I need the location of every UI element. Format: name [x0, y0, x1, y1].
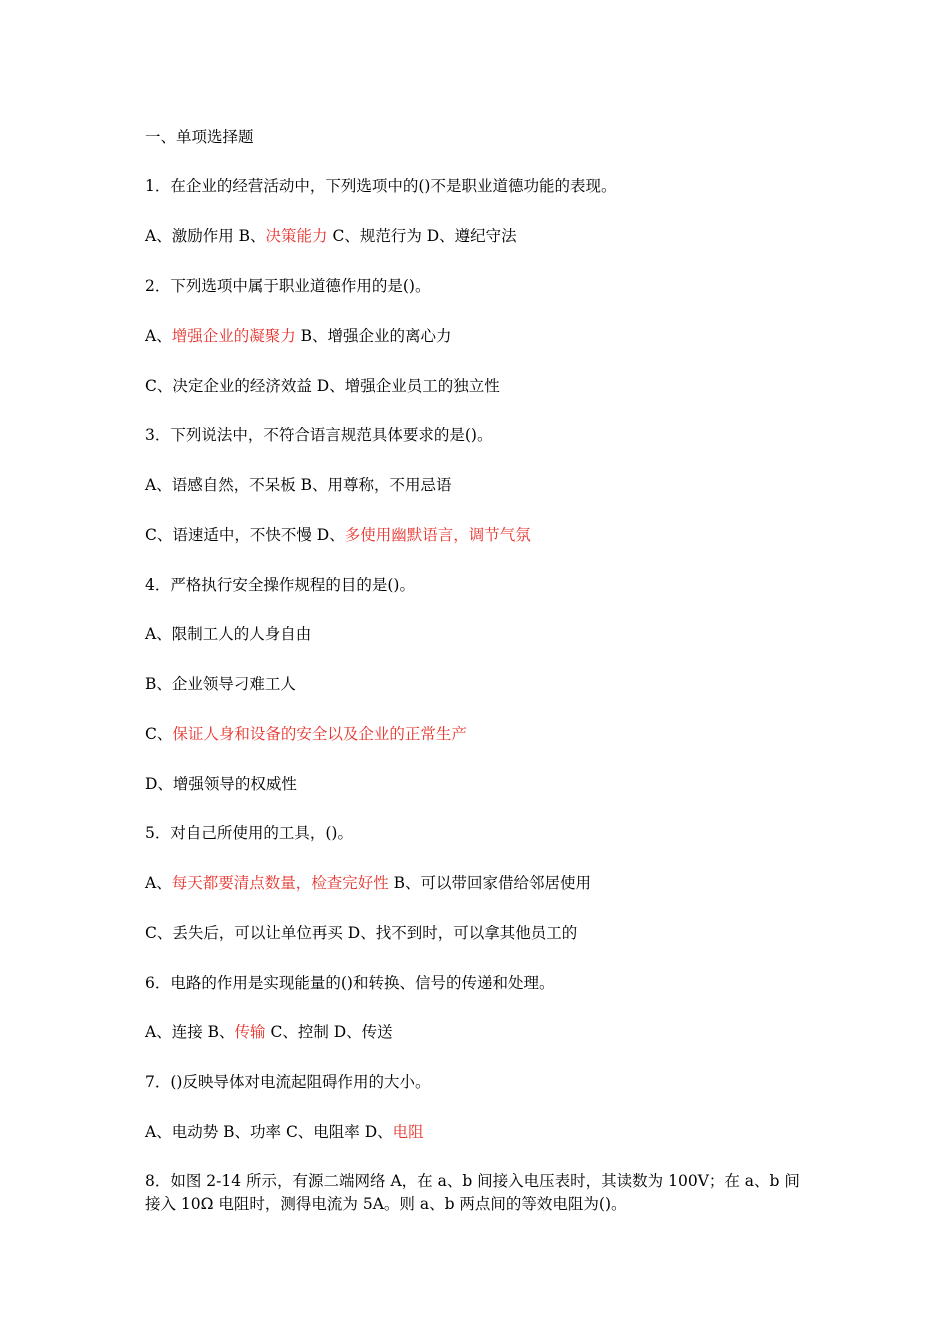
question-3-options-ab: A、语感自然，不呆板 B、用尊称，不用忌语 [145, 476, 452, 494]
question-5: 5．对自己所使用的工具，()。 [145, 824, 353, 842]
option-text: B、增强企业的离心力 [295, 327, 452, 345]
question-6-options [145, 1021, 393, 1043]
answer-highlight: 传输 [234, 1023, 266, 1041]
option-text: C、规范行为 D、遵纪守法 [327, 227, 517, 245]
question-2-options-ab [145, 325, 452, 347]
question-4: 4．严格执行安全操作规程的目的是()。 [145, 576, 415, 594]
option-text: A、 [145, 874, 172, 892]
option-text: A、连接 B、 [145, 1023, 235, 1041]
question-5-options-cd: C、丢失后，可以让单位再买 D、找不到时，可以拿其他员工的 [145, 924, 578, 942]
question-4-option-c [145, 723, 467, 745]
question-4-option-a: A、限制工人的人身自由 [145, 625, 312, 643]
question-5-options-ab [145, 872, 591, 894]
answer-highlight: 保证人身和设备的安全以及企业的正常生产 [172, 725, 467, 743]
answer-highlight: 决策能力 [265, 227, 328, 245]
option-text: A、 [145, 327, 172, 345]
question-7-options [145, 1121, 424, 1143]
question-2-options-cd: C、决定企业的经济效益 D、增强企业员工的独立性 [145, 377, 500, 395]
section-heading: 一、单项选择题 [145, 128, 254, 146]
answer-highlight: 增强企业的凝聚力 [171, 327, 296, 345]
question-2: 2．下列选项中属于职业道德作用的是()。 [145, 277, 431, 295]
option-text: C、语速适中，不快不慢 D、 [145, 526, 345, 544]
option-text: A、电动势 B、功率 C、电阻率 D、 [145, 1123, 393, 1141]
question-4-option-d: D、增强领导的权威性 [145, 775, 297, 793]
question-1-options [145, 225, 517, 247]
question-1: 1．在企业的经营活动中，下列选项中的()不是职业道德功能的表现。 [145, 177, 617, 195]
option-text: A、激励作用 B、 [145, 227, 266, 245]
question-7: 7．()反映导体对电流起阻碍作用的大小。 [145, 1073, 431, 1091]
option-text: C、 [145, 725, 173, 743]
option-text: C、控制 D、传送 [265, 1023, 393, 1041]
answer-highlight: 电阻 [392, 1123, 424, 1141]
question-3: 3．下列说法中，不符合语言规范具体要求的是()。 [145, 426, 493, 444]
answer-highlight: 多使用幽默语言，调节气氛 [344, 526, 531, 544]
question-4-option-b: B、企业领导刁难工人 [145, 675, 296, 693]
question-6: 6．电路的作用是实现能量的()和转换、信号的传递和处理。 [145, 974, 555, 992]
answer-highlight: 每天都要清点数量，检查完好性 [171, 874, 389, 892]
question-3-options-cd [145, 524, 531, 546]
question-8: 8．如图 2-14 所示，有源二端网络 A，在 a、b 间接入电压表时，其读数为 100V；在 a、b 间接入 10Ω 电阻时，测得电流为 5A。则 a、b 两点间的等效电阻为()。 [145, 1172, 800, 1213]
option-text: B、可以带回家借给邻居使用 [388, 874, 592, 892]
